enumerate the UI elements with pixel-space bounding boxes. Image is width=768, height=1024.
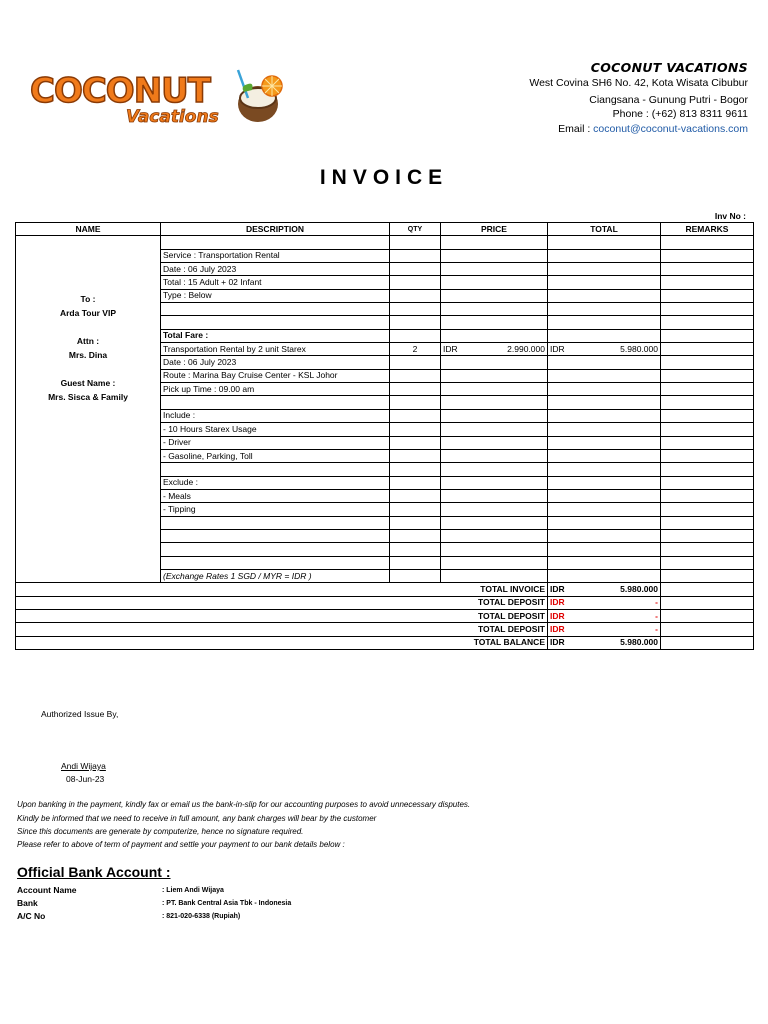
attn-value: Mrs. Dina (68, 350, 108, 361)
summary-currency: IDR (550, 610, 565, 621)
remarks-cell (661, 396, 754, 409)
total-cell (548, 383, 661, 396)
remarks-cell (661, 503, 754, 516)
total-cell (548, 503, 661, 516)
coconut-drink-icon (238, 70, 282, 122)
description-cell: (Exchange Rates 1 SGD / MYR = IDR ) (161, 569, 390, 582)
description-cell (161, 463, 390, 476)
header-price: PRICE (441, 223, 548, 236)
remarks-cell (661, 569, 754, 582)
price-cell (441, 289, 548, 302)
summary-row (16, 636, 754, 649)
total-cell (548, 263, 661, 276)
price-cell (441, 423, 548, 436)
price-cell (441, 236, 548, 249)
remarks-cell (661, 383, 754, 396)
summary-remarks-cell (661, 583, 754, 596)
remarks-cell (661, 236, 754, 249)
price-cell (441, 503, 548, 516)
qty-cell (390, 369, 441, 382)
description-cell: - Tipping (161, 503, 390, 516)
total-cell (548, 489, 661, 502)
summary-label: TOTAL DEPOSIT (16, 596, 548, 609)
price-cell (441, 529, 548, 542)
company-address-line1: West Covina SH6 No. 42, Kota Wisata Cibubur (529, 77, 748, 89)
remarks-cell (661, 289, 754, 302)
price-cell (441, 516, 548, 529)
logo-sub-text: Vacations (126, 107, 219, 127)
qty-cell (390, 516, 441, 529)
price-cell (441, 556, 548, 569)
header-description: DESCRIPTION (161, 223, 390, 236)
guest-value: Mrs. Sisca & Family (48, 392, 128, 403)
invoice-title: INVOICE (319, 166, 449, 189)
price-cell (441, 249, 548, 262)
summary-row (16, 596, 754, 609)
description-cell (161, 316, 390, 329)
summary-currency: IDR (550, 597, 565, 608)
header-total: TOTAL (548, 223, 661, 236)
invoice-number-label: Inv No : (714, 211, 746, 221)
qty-cell (390, 289, 441, 302)
description-cell: Exclude : (161, 476, 390, 489)
summary-amount: 5.980.000 (620, 583, 658, 594)
email-link[interactable]: coconut@coconut-vacations.com (593, 123, 748, 135)
logo-main-text: COCONUT (30, 71, 210, 111)
company-logo (26, 64, 286, 130)
invoice-table (15, 222, 754, 650)
qty-cell (390, 276, 441, 289)
total-cell (548, 556, 661, 569)
account-name-label: Account Name (17, 885, 77, 895)
description-cell: Date : 06 July 2023 (161, 356, 390, 369)
remarks-cell (661, 369, 754, 382)
description-cell: Service : Transportation Rental (161, 249, 390, 262)
summary-label: TOTAL INVOICE (16, 583, 548, 596)
qty-cell (390, 249, 441, 262)
description-cell: Total : 15 Adult + 02 Infant (161, 276, 390, 289)
price-currency: IDR (443, 343, 458, 354)
remarks-cell (661, 303, 754, 316)
qty-cell (390, 556, 441, 569)
price-cell (441, 343, 548, 356)
summary-amount-cell (548, 623, 661, 636)
remarks-cell (661, 516, 754, 529)
company-address-line2: Ciangsana - Gunung Putri - Bogor (589, 94, 748, 106)
total-cell (548, 463, 661, 476)
price-cell (441, 543, 548, 556)
description-cell: - Meals (161, 489, 390, 502)
total-cell (548, 329, 661, 342)
summary-label: TOTAL DEPOSIT (16, 609, 548, 622)
qty-cell (390, 449, 441, 462)
price-cell (441, 489, 548, 502)
to-label: To : (80, 294, 96, 305)
customer-info-cell (16, 236, 161, 583)
price-cell (441, 569, 548, 582)
summary-currency: IDR (550, 623, 565, 634)
total-cell (548, 396, 661, 409)
description-cell: Type : Below (161, 289, 390, 302)
total-cell (548, 449, 661, 462)
qty-cell (390, 569, 441, 582)
total-cell (548, 289, 661, 302)
qty-cell (390, 316, 441, 329)
company-email-line (558, 123, 748, 135)
total-cell (548, 516, 661, 529)
remarks-cell (661, 316, 754, 329)
description-cell (161, 556, 390, 569)
note-line: Since this documents are generate by computerize, hence no signature required. (17, 827, 304, 836)
total-cell (548, 569, 661, 582)
remarks-cell (661, 356, 754, 369)
table-row (16, 236, 754, 249)
price-cell (441, 303, 548, 316)
note-line: Upon banking in the payment, kindly fax or email us the bank-in-slip for our accounting purposes to avoid unnecessary disputes. (17, 800, 471, 809)
summary-amount: 5.980.000 (620, 637, 658, 648)
to-value: Arda Tour VIP (59, 308, 117, 319)
description-cell: Total Fare : (161, 329, 390, 342)
qty-cell (390, 396, 441, 409)
description-cell (161, 516, 390, 529)
email-label: Email : (558, 123, 591, 135)
qty-cell (390, 463, 441, 476)
summary-currency: IDR (550, 583, 565, 594)
summary-amount-cell (548, 596, 661, 609)
summary-amount: - (655, 610, 658, 621)
price-cell (441, 329, 548, 342)
summary-remarks-cell (661, 596, 754, 609)
total-currency: IDR (550, 343, 565, 354)
summary-row (16, 609, 754, 622)
qty-cell (390, 356, 441, 369)
summary-remarks-cell (661, 636, 754, 649)
qty-cell (390, 543, 441, 556)
price-cell (441, 276, 548, 289)
header-qty: QTY (390, 223, 441, 236)
remarks-cell (661, 423, 754, 436)
account-number-value: : 821-020-6338 (Rupiah) (162, 913, 241, 920)
bank-section-title: Official Bank Account : (17, 864, 171, 880)
company-phone: Phone : (+62) 813 8311 9611 (612, 108, 748, 120)
qty-cell (390, 263, 441, 276)
description-cell (161, 543, 390, 556)
description-cell: Date : 06 July 2023 (161, 263, 390, 276)
total-cell (548, 316, 661, 329)
summary-amount-cell (548, 583, 661, 596)
total-cell (548, 343, 661, 356)
total-cell (548, 276, 661, 289)
remarks-cell (661, 409, 754, 422)
description-cell: Pick up Time : 09.00 am (161, 383, 390, 396)
qty-cell (390, 476, 441, 489)
bank-label: Bank (17, 898, 38, 908)
price-cell (441, 409, 548, 422)
price-cell (441, 449, 548, 462)
summary-currency: IDR (550, 637, 565, 648)
summary-amount-cell (548, 609, 661, 622)
note-line: Please refer to above of term of payment and settle your payment to our bank details below : (17, 840, 345, 849)
price-cell (441, 356, 548, 369)
summary-label: TOTAL BALANCE (16, 636, 548, 649)
description-cell: - 10 Hours Starex Usage (161, 423, 390, 436)
description-cell: - Gasoline, Parking, Toll (161, 449, 390, 462)
authorized-label: Authorized Issue By, (41, 709, 119, 719)
qty-cell (390, 503, 441, 516)
description-cell: Route : Marina Bay Cruise Center - KSL Johor (161, 369, 390, 382)
qty-cell (390, 236, 441, 249)
summary-label: TOTAL DEPOSIT (16, 623, 548, 636)
total-cell (548, 369, 661, 382)
remarks-cell (661, 476, 754, 489)
remarks-cell (661, 463, 754, 476)
total-cell (548, 249, 661, 262)
remarks-cell (661, 489, 754, 502)
price-cell (441, 263, 548, 276)
summary-amount: - (655, 623, 658, 634)
header-name: NAME (16, 223, 161, 236)
qty-cell (390, 529, 441, 542)
description-cell: - Driver (161, 436, 390, 449)
remarks-cell (661, 543, 754, 556)
guest-label: Guest Name : (60, 378, 116, 389)
header-remarks: REMARKS (661, 223, 754, 236)
remarks-cell (661, 249, 754, 262)
description-cell: Include : (161, 409, 390, 422)
price-amount: 2.990.000 (507, 343, 545, 354)
qty-cell (390, 489, 441, 502)
description-cell: Transportation Rental by 2 unit Starex (161, 343, 390, 356)
company-name: COCONUT VACATIONS (590, 60, 748, 75)
table-header-row (16, 223, 754, 236)
price-cell (441, 396, 548, 409)
qty-cell (390, 303, 441, 316)
price-cell (441, 316, 548, 329)
price-cell (441, 436, 548, 449)
remarks-cell (661, 343, 754, 356)
price-cell (441, 463, 548, 476)
total-cell (548, 529, 661, 542)
qty-cell (390, 329, 441, 342)
summary-row (16, 583, 754, 596)
total-cell (548, 436, 661, 449)
signature-date: 08-Jun-23 (66, 774, 105, 784)
description-cell (161, 396, 390, 409)
total-cell (548, 423, 661, 436)
total-cell (548, 409, 661, 422)
summary-row (16, 623, 754, 636)
price-cell (441, 476, 548, 489)
total-amount: 5.980.000 (620, 343, 658, 354)
qty-cell: 2 (390, 343, 441, 356)
qty-cell (390, 383, 441, 396)
summary-remarks-cell (661, 623, 754, 636)
total-cell (548, 356, 661, 369)
description-cell (161, 303, 390, 316)
price-cell (441, 383, 548, 396)
total-cell (548, 476, 661, 489)
account-name-value: : Liem Andi Wijaya (162, 887, 224, 894)
account-number-label: A/C No (17, 911, 46, 921)
remarks-cell (661, 449, 754, 462)
summary-remarks-cell (661, 609, 754, 622)
remarks-cell (661, 556, 754, 569)
total-cell (548, 303, 661, 316)
description-cell (161, 236, 390, 249)
bank-value: : PT. Bank Central Asia Tbk - Indonesia (162, 900, 292, 907)
remarks-cell (661, 263, 754, 276)
total-cell (548, 236, 661, 249)
note-line: Kindly be informed that we need to receive in full amount, any bank charges will bear by the customer (17, 814, 377, 823)
description-cell (161, 529, 390, 542)
qty-cell (390, 409, 441, 422)
remarks-cell (661, 436, 754, 449)
signer-name: Andi Wijaya (61, 761, 106, 771)
remarks-cell (661, 529, 754, 542)
remarks-cell (661, 329, 754, 342)
price-cell (441, 369, 548, 382)
summary-amount-cell (548, 636, 661, 649)
summary-amount: - (655, 597, 658, 608)
total-cell (548, 543, 661, 556)
remarks-cell (661, 276, 754, 289)
qty-cell (390, 423, 441, 436)
qty-cell (390, 436, 441, 449)
attn-label: Attn : (76, 336, 100, 347)
